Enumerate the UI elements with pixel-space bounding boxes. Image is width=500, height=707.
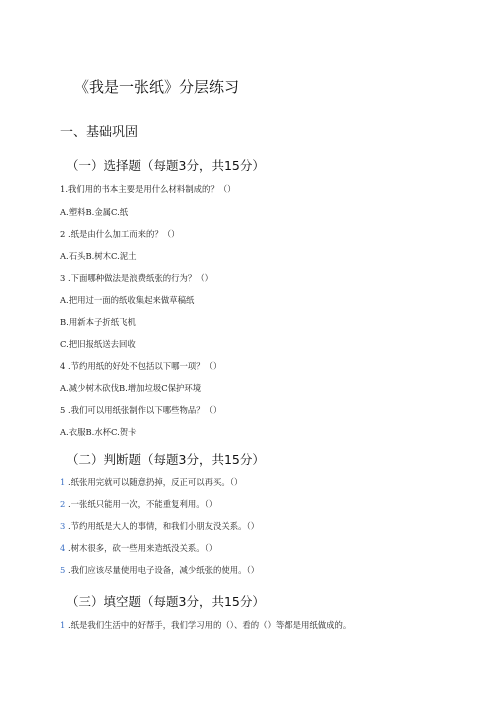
fill-question-1 (60, 619, 351, 631)
question-5: 5 .我们可以用纸张制作以下哪些物品？（） (60, 405, 222, 415)
question-3-option-c: C.把旧报纸送去回收 (60, 339, 136, 349)
tf-question-number: 5 (60, 565, 66, 575)
question-3-option-a: A.把用过一面的纸收集起来做草稿纸 (60, 295, 195, 305)
question-2-options: A.石头B.树木C.泥土 (60, 251, 137, 261)
true-false-heading: （二）判断题（每题3分，共15分） (66, 452, 265, 467)
tf-question-number: 1 (60, 477, 66, 487)
tf-question-1 (60, 476, 242, 488)
tf-question-5 (60, 564, 259, 576)
question-2: 2 .纸是由什么加工而来的？（） (60, 229, 180, 239)
question-3-option-b: B.用新本子折纸飞机 (60, 317, 136, 327)
fill-blank-heading: （三）填空题（每题3分，共15分） (66, 594, 265, 609)
question-1: 1.我们用的书本主要是用什么材料制成的？（） (60, 184, 236, 194)
tf-question-3 (60, 520, 259, 532)
tf-question-text: .纸张用完就可以随意扔掉，反正可以再买。（） (65, 477, 243, 487)
fill-question-text: .纸是我们生活中的好帮手，我们学习用的（）、看的（）等都是用纸做成的。 (65, 620, 352, 630)
tf-question-number: 2 (60, 499, 66, 509)
tf-question-text: .我们应该尽量使用电子设备，减少纸张的使用。（） (65, 565, 260, 575)
fill-question-number: 1 (60, 620, 66, 630)
tf-question-2 (60, 498, 217, 510)
question-4: 4 .节约用纸的好处不包括以下哪一项？（） (60, 361, 222, 371)
tf-question-number: 3 (60, 521, 66, 531)
section-basic-heading: 一、基础巩固 (60, 125, 139, 140)
tf-question-text: .树木很多，砍一些用来造纸没关系。（） (65, 543, 218, 553)
question-4-options: A.减少树木砍伐B.增加垃圾C保护环境 (60, 383, 202, 393)
question-3: 3 .下面哪种做法是浪费纸张的行为？（） (60, 273, 214, 283)
tf-question-number: 4 (60, 543, 66, 553)
question-1-options: A.塑料B.金属C.纸 (60, 207, 129, 217)
tf-question-text: .节约用纸是大人的事情，和我们小朋友没关系。（） (65, 521, 260, 531)
tf-question-4 (60, 542, 217, 554)
multiple-choice-heading: （一）选择题（每题3分，共15分） (66, 158, 265, 173)
tf-question-text: .一张纸只能用一次，不能重复利用。（） (65, 499, 218, 509)
worksheet-title: 《我是一张纸》分层练习 (74, 78, 240, 96)
question-5-options: A.衣服B.水杯C.贺卡 (60, 427, 137, 437)
